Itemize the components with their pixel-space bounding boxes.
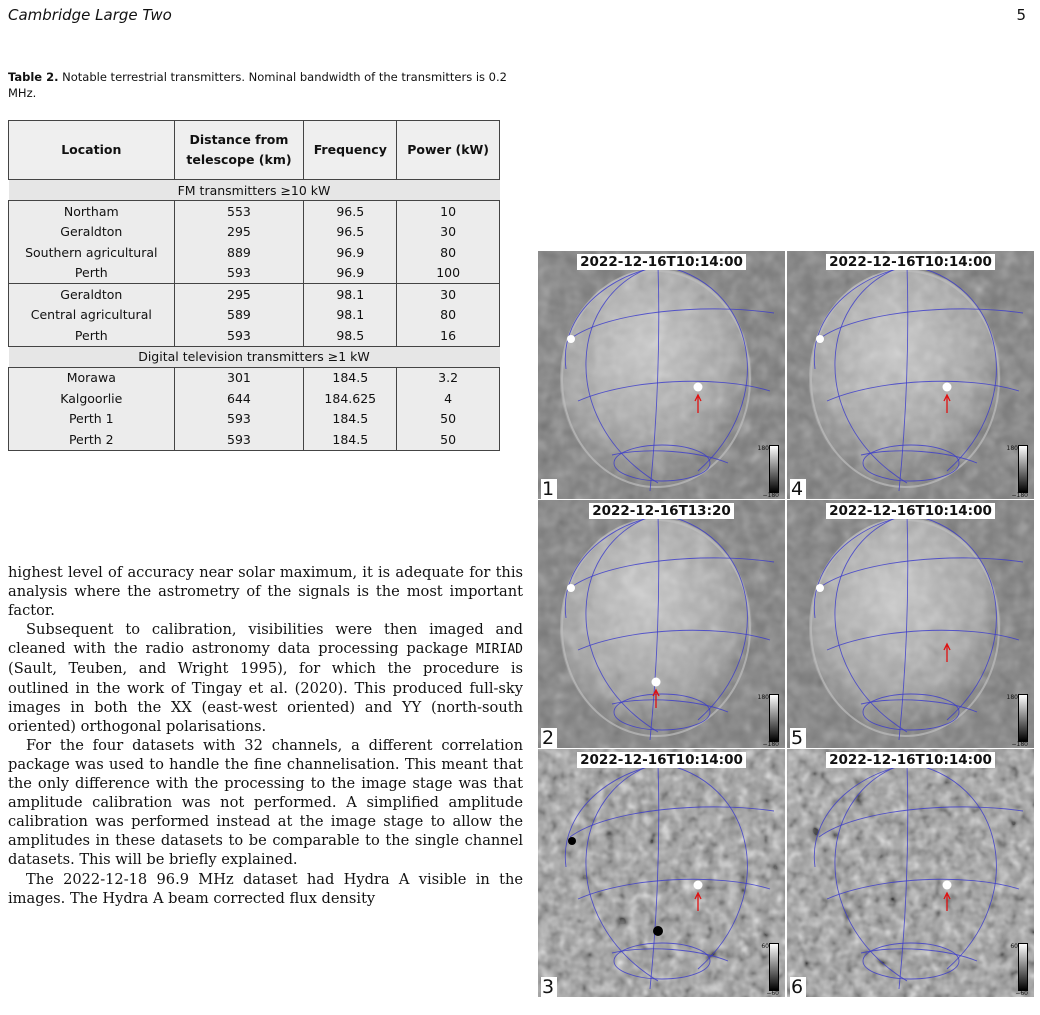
- colorbar-min-label: −180: [1011, 741, 1028, 748]
- table-cell: Kalgoorlie: [9, 388, 175, 409]
- col-header-power: Power (kW): [397, 121, 500, 180]
- table-cell: 80: [397, 305, 500, 326]
- table-cell: 301: [174, 367, 304, 388]
- colorbar-max-label: 180: [1006, 694, 1018, 701]
- table-section-title: FM transmitters ≥10 kW: [9, 180, 500, 201]
- table-cell: 553: [174, 201, 304, 222]
- panel-timestamp: 2022-12-16T10:14:00: [826, 254, 995, 270]
- table-row: [9, 284, 500, 305]
- table-row: [9, 325, 500, 346]
- table-cell: 96.9: [304, 242, 397, 263]
- table-cell: Northam: [9, 201, 175, 222]
- transmitter-signal: [943, 383, 952, 392]
- panel-timestamp: 2022-12-16T13:20: [589, 503, 734, 519]
- table-cell: 184.5: [304, 409, 397, 430]
- table-row: [9, 201, 500, 222]
- sky-image-panel: [787, 500, 1034, 748]
- sky-image-panel: [538, 500, 785, 748]
- table-cell: 96.9: [304, 263, 397, 284]
- table-section-title: Digital television transmitters ≥1 kW: [9, 346, 500, 367]
- colorbar-max-label: 60: [1010, 943, 1018, 950]
- panel-timestamp: 2022-12-16T10:14:00: [577, 752, 746, 768]
- colorbar-min-label: −60: [766, 990, 779, 997]
- transmitters-table: [8, 120, 500, 451]
- table-cell: 100: [397, 263, 500, 284]
- col-header-location: Location: [9, 121, 175, 180]
- table-caption-text: Notable terrestrial transmitters. Nominal bandwidth of the transmitters is 0.2 MHz.: [8, 70, 507, 100]
- table-row: [9, 263, 500, 284]
- table-section-row: [9, 180, 500, 201]
- body-text: [8, 563, 523, 908]
- figure-image-grid: [538, 251, 1034, 998]
- table-cell: 98.1: [304, 284, 397, 305]
- panel-number: 1: [541, 479, 557, 499]
- table-cell: Central agricultural: [9, 305, 175, 326]
- bright-source: [816, 584, 824, 592]
- colorbar-min-label: −60: [1015, 990, 1028, 997]
- panel-timestamp: 2022-12-16T10:14:00: [826, 503, 995, 519]
- table-row: [9, 429, 500, 450]
- table-cell: 593: [174, 409, 304, 430]
- table-cell: 30: [397, 284, 500, 305]
- table-cell: Perth: [9, 263, 175, 284]
- col-header-distance: Distance from telescope (km): [174, 121, 304, 180]
- sky-image-panel: [538, 749, 785, 997]
- transmitter-signal: [694, 881, 703, 890]
- table-row: [9, 409, 500, 430]
- table-cell: 184.625: [304, 388, 397, 409]
- paragraph-text: Subsequent to calibration, visibilities were then imaged and cleaned with the radio astronomy data processing package: [8, 621, 523, 658]
- transmitter-signal: [943, 881, 952, 890]
- table-row: [9, 242, 500, 263]
- colorbar-max-label: 180: [757, 445, 769, 452]
- panel-number: 5: [790, 728, 806, 748]
- table-cell: 593: [174, 429, 304, 450]
- table-cell: 30: [397, 222, 500, 243]
- table-cell: 3.2: [397, 367, 500, 388]
- bright-source: [567, 584, 575, 592]
- table-cell: 96.5: [304, 201, 397, 222]
- table-cell: 295: [174, 222, 304, 243]
- panel-timestamp: 2022-12-16T10:14:00: [577, 254, 746, 270]
- table-cell: 98.1: [304, 305, 397, 326]
- col-header-frequency: Frequency: [304, 121, 397, 180]
- panel-number: 3: [541, 977, 557, 997]
- table-cell: 96.5: [304, 222, 397, 243]
- bright-source: [816, 335, 824, 343]
- table-caption: [8, 69, 523, 101]
- table-cell: 16: [397, 325, 500, 346]
- paragraph: [8, 620, 523, 736]
- colorbar-max-label: 180: [1006, 445, 1018, 452]
- colorbar-min-label: −180: [1011, 492, 1028, 499]
- sky-image-panel: [538, 251, 785, 499]
- paragraph: highest level of accuracy near solar maximum, it is adequate for this analysis where the astrometry of the signals is the most important factor.: [8, 564, 523, 620]
- table-cell: 4: [397, 388, 500, 409]
- paragraph-text: (Sault, Teuben, and Wright 1995), for which the procedure is outlined in the work of Tingay et al. (2020). This produced full-sky images in both the XX (east-west oriented) and YY (north-south oriented) orthogonal polarisations.: [8, 660, 523, 735]
- panel-number: 6: [790, 977, 806, 997]
- colorbar: [769, 943, 779, 991]
- panel-timestamp: 2022-12-16T10:14:00: [826, 752, 995, 768]
- running-title: Cambridge Large Two: [8, 6, 172, 24]
- table-cell: Geraldton: [9, 222, 175, 243]
- colorbar-max-label: 60: [761, 943, 769, 950]
- colorbar-min-label: −180: [762, 741, 779, 748]
- colorbar: [1018, 445, 1028, 493]
- colorbar-max-label: 180: [757, 694, 769, 701]
- colorbar: [769, 445, 779, 493]
- table-cell: 98.5: [304, 325, 397, 346]
- table-caption-label: Table 2.: [8, 70, 59, 84]
- page-number: 5: [1016, 6, 1026, 24]
- sky-image-panel: [787, 251, 1034, 499]
- table-cell: Morawa: [9, 367, 175, 388]
- table-cell: Perth: [9, 325, 175, 346]
- table-cell: Southern agricultural: [9, 242, 175, 263]
- panel-noise: [538, 749, 785, 997]
- table-cell: 80: [397, 242, 500, 263]
- table-cell: 889: [174, 242, 304, 263]
- table-cell: 593: [174, 263, 304, 284]
- table-cell: Geraldton: [9, 284, 175, 305]
- panel-noise: [787, 749, 1034, 997]
- table-cell: 50: [397, 429, 500, 450]
- panel-number: 4: [790, 479, 806, 499]
- transmitter-signal: [694, 383, 703, 392]
- bright-source: [567, 335, 575, 343]
- table-body: [9, 180, 500, 451]
- table-cell: 50: [397, 409, 500, 430]
- table-section-row: [9, 346, 500, 367]
- transmitter-signal: [652, 678, 661, 687]
- table-cell: Perth 2: [9, 429, 175, 450]
- table-cell: 593: [174, 325, 304, 346]
- colorbar: [769, 694, 779, 742]
- table-cell: 10: [397, 201, 500, 222]
- table-header-row: [9, 121, 500, 180]
- dark-source: [568, 837, 576, 845]
- dark-source: [653, 926, 663, 936]
- table-row: [9, 222, 500, 243]
- table-cell: Perth 1: [9, 409, 175, 430]
- table-cell: 184.5: [304, 367, 397, 388]
- table-row: [9, 388, 500, 409]
- colorbar-min-label: −180: [762, 492, 779, 499]
- table-row: [9, 367, 500, 388]
- table-cell: 184.5: [304, 429, 397, 450]
- paragraph: For the four datasets with 32 channels, a different correlation package was used to handle the fine channelisation. This meant that the only difference with the processing to the image stage was that amplitude calibration was not performed. A simplified amplitude calibration was performed instead at the image stage to allow the amplitudes in these datasets to be comparable to the single channel datasets. This will be briefly explained.: [8, 736, 523, 869]
- colorbar: [1018, 694, 1028, 742]
- sky-image-panel: [787, 749, 1034, 997]
- table-cell: 295: [174, 284, 304, 305]
- panel-number: 2: [541, 728, 557, 748]
- table-cell: 644: [174, 388, 304, 409]
- code-miriad: MIRIAD: [476, 642, 523, 658]
- paragraph: The 2022-12-18 96.9 MHz dataset had Hydra A visible in the images. The Hydra A beam corrected flux density: [8, 870, 523, 907]
- table-row: [9, 305, 500, 326]
- table-cell: 589: [174, 305, 304, 326]
- colorbar: [1018, 943, 1028, 991]
